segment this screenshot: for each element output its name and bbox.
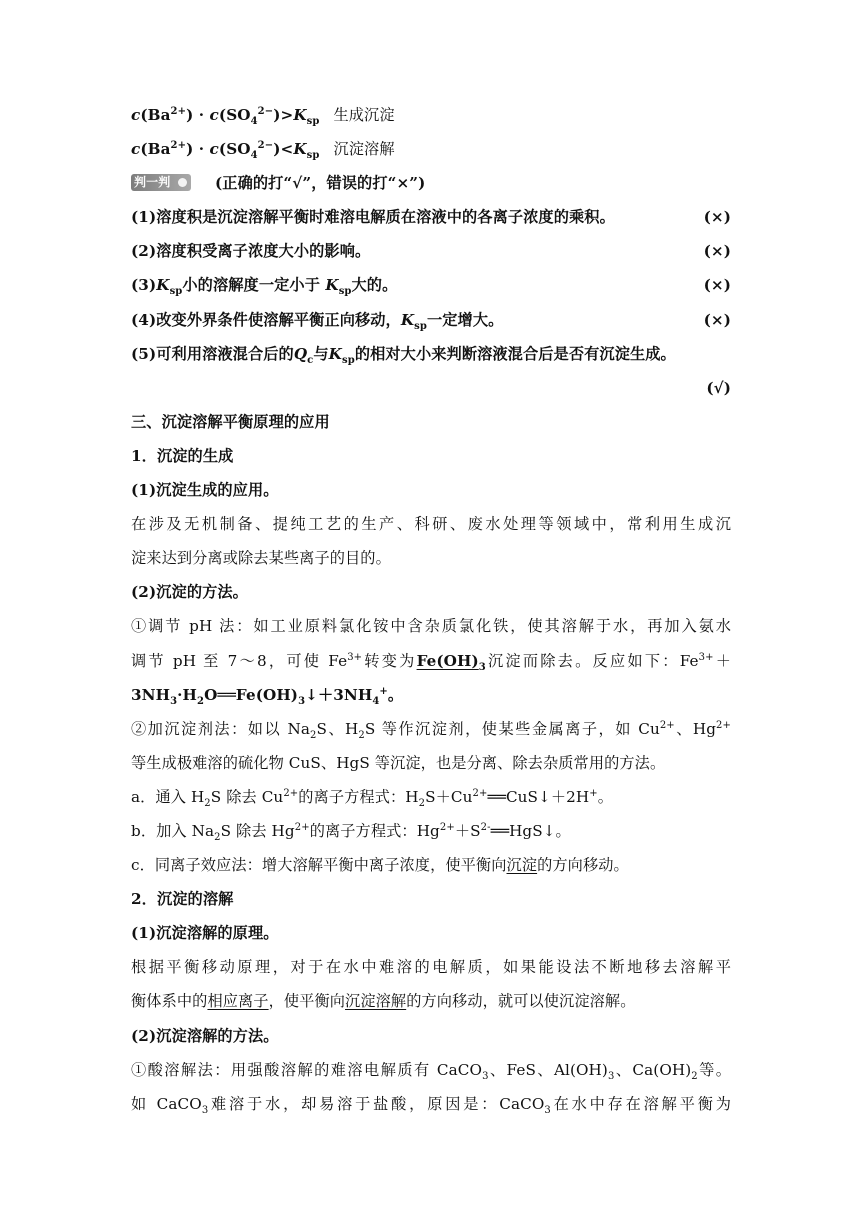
method-acid-line-1: ①酸溶解法：用强酸溶解的难溶电解质有 CaCO$_3$、FeS、$Al(OH)_3$、$Ca(OH)_2$等。 <box>131 1060 731 1082</box>
answer-feoh3: $Fe(OH)_3$ <box>416 651 486 673</box>
judge-item-1: (1)溶度积是沉淀溶解平衡时难溶电解质在溶液中的各离子浓度的乘积。 (×) <box>131 200 731 234</box>
judge-mark-1: (×) <box>703 208 731 227</box>
judge-mark-2: (×) <box>703 242 731 261</box>
paragraph-dissolution-2: 衡体系中的相应离子，使平衡向沉淀溶解的方向移动，就可以使沉淀溶解。 <box>131 992 636 1011</box>
judge-item-2: (2)溶度积受离子浓度大小的影响。 (×) <box>131 234 731 268</box>
document-page <box>131 98 731 1121</box>
method-ph-line-2: 调节 pH 至 7～8，可使 $Fe^{3+}$转变为$Fe(OH)_3$沉淀而除去。反应如下：$Fe^{3+}+$ <box>131 651 731 673</box>
item-c: c．同离子效应法：增大溶解平衡中离子浓度，使平衡向沉淀的方向移动。 <box>131 856 629 875</box>
solubility-condition-precipitate: $c(Ba^{2+}) \cdot c(SO_4^{2-})>K_{sp}$ 生成沉淀 <box>131 105 395 128</box>
solubility-condition-dissolve: $c(Ba^{2+}) \cdot c(SO_4^{2-})<K_{sp}$ 沉淀溶解 <box>131 140 395 162</box>
paragraph-dissolution-1: 根据平衡移动原理，对于在水中难溶的电解质，如果能设法不断地移去溶解平 <box>131 958 731 977</box>
answer-dissolution: 沉淀溶解 <box>345 992 407 1011</box>
method-ph-equation: $3NH_3\cdot H_2O══Fe(OH)_3↓+3NH_4^+$。 <box>131 685 404 707</box>
section-3-heading: 三、沉淀溶解平衡原理的应用 <box>131 412 330 431</box>
judge-item-5-mark-line <box>131 371 731 405</box>
judge-mark-5: (√) <box>706 378 731 397</box>
judge-item-4: (4)改变外界条件使溶解平衡正向移动，$K_{sp}$一定增大。 (×) <box>131 303 731 337</box>
paragraph-formation-1: 在涉及无机制备、提纯工艺的生产、科研、废水处理等领域中，常利用生成沉 <box>131 515 731 534</box>
subsection-precipitate-dissolution: 2．沉淀的溶解 <box>131 890 234 909</box>
subsection-precipitate-formation: 1．沉淀的生成 <box>131 446 234 465</box>
method-ph-line-1: ①调节 pH 法：如工业原料氯化铵中含杂质氯化铁，使其溶解于水，再加入氨水 <box>131 617 731 636</box>
item-b: b．加入 $Na_2S$ 除去 $Hg^{2+}$的离子方程式：$Hg^{2+}+S^{2-}══HgS↓$。 <box>131 821 571 843</box>
paragraph-formation-2: 淀来达到分离或除去某些离子的目的。 <box>131 549 391 568</box>
method-agent-line-1: ②加沉淀剂法：如以 $Na_2S$、$H_2S$ 等作沉淀剂，使某些金属离子，如 $Cu^{2+}$、$Hg^{2+}$ <box>131 719 731 741</box>
judge-header: 判一判 (正确的打“√”，错误的打“×”) <box>131 166 731 200</box>
answer-precipitate: 沉淀 <box>506 856 538 875</box>
item-formation-application: (1)沉淀生成的应用。 <box>131 481 279 500</box>
item-formation-methods: (2)沉淀的方法。 <box>131 583 248 602</box>
item-a: a．通入 $H_2S$ 除去 $Cu^{2+}$的离子方程式：$H_2S+Cu^{2+}══CuS↓+2H^+$。 <box>131 787 614 809</box>
judge-item-5: (5)可利用溶液混合后的$Q_c$与$K_{sp}$的相对大小来判断溶液混合后是否有沉淀生成。 <box>131 344 676 366</box>
badge-dot-icon <box>178 178 187 187</box>
judge-mark-3: (×) <box>703 276 731 295</box>
judge-item-3: $(3)K_{sp}$小的溶解度一定小于 $K_{sp}$大的。 (×) <box>131 268 731 302</box>
judge-mark-4: (×) <box>703 310 731 329</box>
method-acid-line-2: 如 CaCO$_3$难溶于水，却易溶于盐酸，原因是：CaCO$_3$在水中存在溶解平衡为 <box>131 1094 731 1116</box>
answer-corresponding-ions: 相应离子 <box>207 992 269 1011</box>
method-agent-line-2: 等生成极难溶的硫化物 CuS、HgS 等沉淀，也是分离、除去杂质常用的方法。 <box>131 753 666 772</box>
judge-badge: 判一判 <box>131 174 191 191</box>
item-dissolution-principle: (1)沉淀溶解的原理。 <box>131 924 279 943</box>
item-dissolution-methods: (2)沉淀溶解的方法。 <box>131 1026 279 1045</box>
